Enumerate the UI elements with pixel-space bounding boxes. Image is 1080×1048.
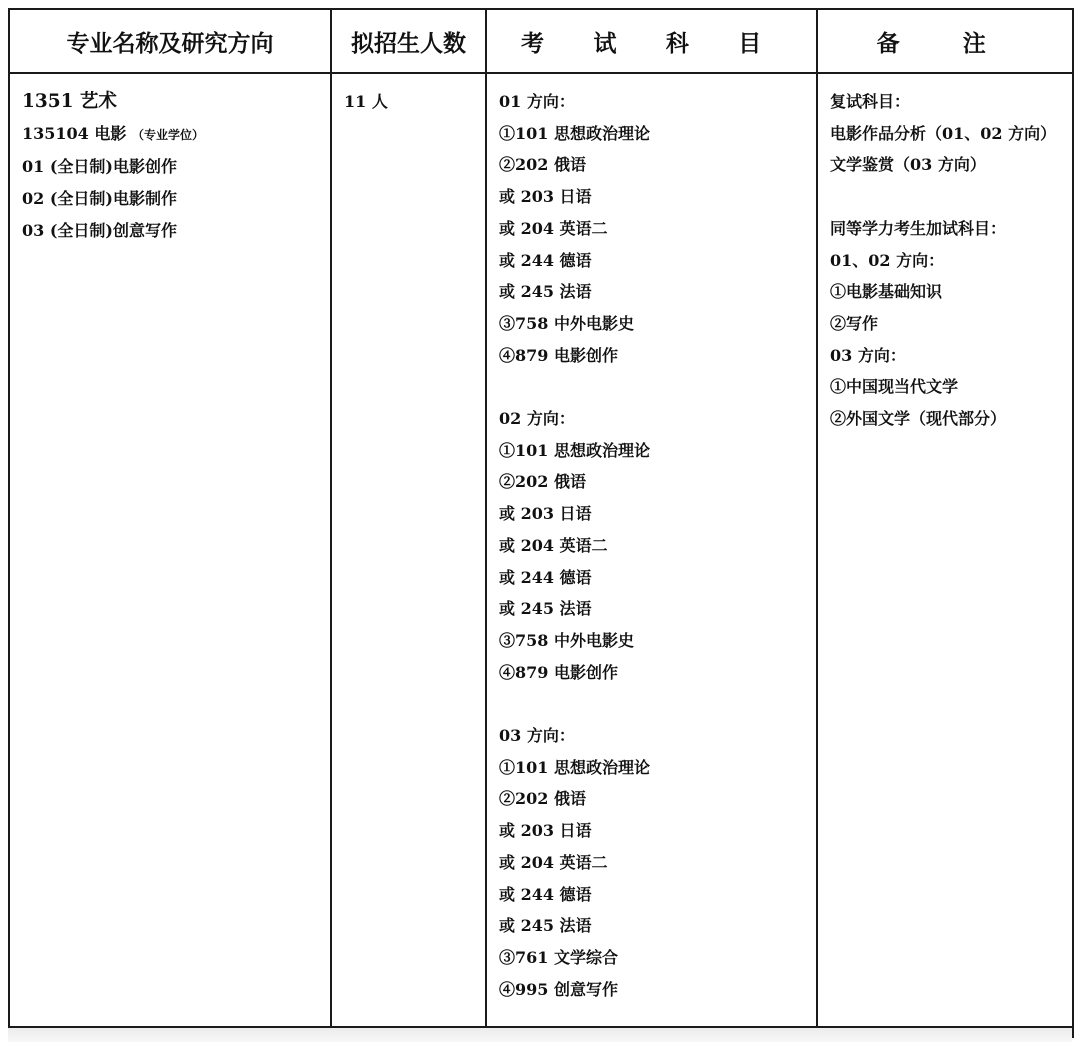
exam-subject-item: 或 244 德语: [499, 884, 592, 904]
exam-subject-item: 或 245 法语: [499, 916, 592, 936]
major-cell: [9, 73, 331, 1038]
exam-subject-item: ②202 俄语: [499, 155, 586, 175]
exam-subject-item: ③758 中外电影史: [499, 630, 634, 650]
exam-subject-item: ①101 思想政治理论: [499, 757, 650, 777]
exam-group-01: [499, 86, 806, 371]
exam-subject-item: 或 245 法语: [499, 282, 592, 302]
header-remarks: 备 注: [817, 9, 1073, 73]
extra-exam-item: ②写作: [830, 313, 879, 333]
exam-group-03: [499, 720, 806, 1005]
extra-exam-label: 同等学力考生加试科目：: [830, 218, 1007, 238]
exam-subject-item: 或 244 德语: [499, 250, 592, 270]
exam-subject-item: ①101 思想政治理论: [499, 440, 650, 460]
exam-subject-item: 或 203 日语: [499, 504, 592, 524]
exam-subject-item: 或 244 德语: [499, 567, 592, 587]
header-exam-subjects: 考 试 科 目: [486, 9, 817, 73]
admission-table: [8, 8, 1074, 1038]
content-row: [9, 73, 1073, 1038]
exam-subject-item: ④995 创意写作: [499, 979, 618, 999]
spacer: [499, 371, 806, 403]
remarks-cell: [817, 73, 1073, 1038]
exam-subject-item: 或 203 日语: [499, 187, 592, 207]
exam-subject-item: 或 204 英语二: [499, 218, 608, 238]
header-row: [9, 9, 1073, 73]
sub-major-note: （专业学位）: [131, 127, 204, 142]
exam-subject-item: ②202 俄语: [499, 789, 586, 809]
exam-subject-item: ①101 思想政治理论: [499, 123, 650, 143]
exam-subject-item: 或 204 英语二: [499, 535, 608, 555]
extra-exam-item: ①中国现当代文学: [830, 377, 959, 397]
direction-item: 01 (全日制)电影创作: [22, 157, 177, 177]
header-major: 专业名称及研究方向: [9, 9, 331, 73]
sub-major-code-name: 135104 电影: [22, 123, 127, 143]
header-enrollment: 拟招生人数: [331, 9, 486, 73]
exam-subject-item: ③758 中外电影史: [499, 313, 634, 333]
exam-group-title: 01 方向：: [499, 92, 575, 111]
exam-group-title: 02 方向：: [499, 409, 575, 429]
direction-item: 02 (全日制)电影制作: [22, 189, 177, 209]
exam-subject-item: ②202 俄语: [499, 472, 586, 492]
retest-item: 文学鉴赏（03 方向）: [830, 155, 986, 175]
exam-subject-item: 或 245 法语: [499, 599, 592, 619]
admission-document: [8, 8, 1072, 1048]
exam-subjects-cell: [486, 73, 817, 1038]
extra-group-title: 03 方向：: [830, 345, 906, 365]
extra-group-title: 01、02 方向：: [830, 250, 945, 270]
exam-group-title: 03 方向：: [499, 726, 575, 746]
exam-group-02: [499, 403, 806, 688]
sub-major-line: [22, 118, 320, 152]
exam-subject-item: ④879 电影创作: [499, 345, 618, 365]
exam-subject-item: ③761 文学综合: [499, 947, 618, 967]
enrollment-count: 11 人: [344, 92, 388, 111]
spacer: [499, 688, 806, 720]
exam-subject-item: ④879 电影创作: [499, 662, 618, 682]
major-code-name: 1351 艺术: [22, 91, 117, 112]
enrollment-cell: [331, 73, 486, 1038]
exam-subject-item: 或 204 英语二: [499, 852, 608, 872]
retest-item: 电影作品分析（01、02 方向）: [830, 123, 1057, 143]
retest-label: 复试科目：: [830, 92, 911, 111]
direction-item: 03 (全日制)创意写作: [22, 220, 177, 240]
extra-exam-item: ①电影基础知识: [830, 282, 943, 302]
extra-exam-item: ②外国文学（现代部分）: [830, 409, 1007, 429]
exam-subject-item: 或 203 日语: [499, 821, 592, 841]
spacer: [830, 181, 1062, 213]
